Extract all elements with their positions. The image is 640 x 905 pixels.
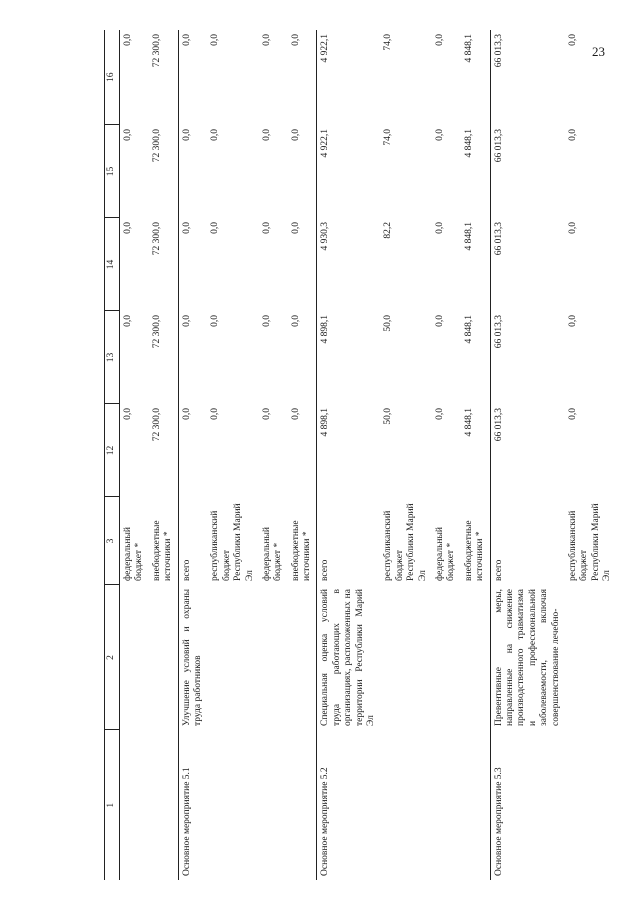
table-row xyxy=(432,30,461,880)
table-row xyxy=(490,30,565,880)
value-cell: 0,0 xyxy=(434,129,445,141)
value-cell: 82,2 xyxy=(383,222,394,239)
budget-table xyxy=(104,30,616,880)
table-row xyxy=(288,30,317,880)
header-row xyxy=(105,30,120,880)
activity-cell: Основное мероприятие 5.3 xyxy=(493,767,504,876)
value-cell: 4 848,1 xyxy=(463,129,474,158)
page-number: 23 xyxy=(592,44,605,59)
header-col-1: 1 xyxy=(105,730,120,880)
funding-source-cell: федеральный бюджет * xyxy=(123,527,145,581)
funding-source-cell: всего xyxy=(493,559,504,581)
value-cell: 72 300,0 xyxy=(151,315,162,349)
value-cell: 0,0 xyxy=(210,408,221,420)
description-cell: Улучшение условий и охраны труда работников xyxy=(181,589,203,726)
value-cell: 0,0 xyxy=(434,408,445,420)
value-cell: 0,0 xyxy=(210,315,221,327)
value-cell: 0,0 xyxy=(434,315,445,327)
header-col-14: 14 xyxy=(105,218,120,311)
activity-cell: Основное мероприятие 5.1 xyxy=(181,767,192,876)
funding-source-cell: республиканский бюджет Республики Марий Эл xyxy=(210,503,255,581)
table-row xyxy=(380,30,432,880)
activity-cell xyxy=(120,730,149,880)
funding-source-cell: республиканский бюджет Республики Марий Эл xyxy=(383,503,428,581)
value-cell: 4 922,1 xyxy=(320,129,331,158)
value-cell: 0,0 xyxy=(123,408,133,420)
table-row xyxy=(317,30,380,880)
value-cell: 72 300,0 xyxy=(151,34,162,68)
value-cell: 66 013,3 xyxy=(493,34,504,68)
value-cell: 0,0 xyxy=(181,222,192,234)
table-row xyxy=(120,30,149,880)
description-cell xyxy=(432,585,461,730)
activity-cell xyxy=(432,730,461,880)
value-cell: 66 013,3 xyxy=(493,129,504,163)
value-cell: 50,0 xyxy=(383,408,394,425)
activity-cell xyxy=(288,730,317,880)
activity-cell xyxy=(207,730,259,880)
header-col-12: 12 xyxy=(105,404,120,497)
value-cell: 66 013,3 xyxy=(493,408,504,442)
value-cell: 72 300,0 xyxy=(151,129,162,163)
description-cell xyxy=(120,585,149,730)
funding-source-cell: всего xyxy=(181,559,192,581)
value-cell: 0,0 xyxy=(567,315,578,327)
description-cell xyxy=(259,585,288,730)
value-cell: 0,0 xyxy=(210,222,221,234)
header-col-2: 2 xyxy=(105,585,120,730)
value-cell: 0,0 xyxy=(290,315,301,327)
activity-cell xyxy=(259,730,288,880)
description-cell xyxy=(207,585,259,730)
value-cell: 0,0 xyxy=(123,34,133,46)
description-cell xyxy=(288,585,317,730)
value-cell: 4 848,1 xyxy=(463,315,474,344)
activity-cell xyxy=(461,730,490,880)
table-row xyxy=(149,30,178,880)
header-col-15: 15 xyxy=(105,125,120,218)
value-cell: 4 898,1 xyxy=(320,408,331,437)
value-cell: 0,0 xyxy=(290,34,301,46)
funding-source-cell: республиканский бюджет Республики Марий Эл xyxy=(567,503,613,581)
description-cell xyxy=(565,585,617,730)
description-cell xyxy=(380,585,432,730)
value-cell: 4 898,1 xyxy=(320,315,331,344)
value-cell: 0,0 xyxy=(434,34,445,46)
value-cell: 0,0 xyxy=(181,129,192,141)
value-cell: 0,0 xyxy=(290,408,301,420)
funding-source-cell: внебюджетные источники * xyxy=(290,520,313,581)
value-cell: 74,0 xyxy=(383,129,394,146)
header-col-13: 13 xyxy=(105,311,120,404)
value-cell: 0,0 xyxy=(261,222,272,234)
value-cell: 0,0 xyxy=(181,34,192,46)
table-row xyxy=(259,30,288,880)
description-cell: Превентивные меры, направленные на снижение производственного травматизма и профессиональной заболеваемости, включая совершенствование лечебно- xyxy=(493,589,561,726)
description-cell xyxy=(461,585,490,730)
value-cell: 66 013,3 xyxy=(493,222,504,256)
value-cell: 0,0 xyxy=(261,129,272,141)
value-cell: 0,0 xyxy=(290,222,301,234)
value-cell: 0,0 xyxy=(567,129,578,141)
value-cell: 72 300,0 xyxy=(151,408,162,442)
header-col-3: 3 xyxy=(105,497,120,585)
rotated-table-wrapper xyxy=(104,30,613,880)
value-cell: 4 848,1 xyxy=(463,34,474,63)
value-cell: 0,0 xyxy=(567,222,578,234)
value-cell: 0,0 xyxy=(434,222,445,234)
value-cell: 0,0 xyxy=(210,129,221,141)
funding-source-cell: внебюджетные источники * xyxy=(463,520,486,581)
activity-cell xyxy=(149,730,178,880)
value-cell: 74,0 xyxy=(383,34,394,51)
funding-source-cell: федеральный бюджет * xyxy=(434,527,457,581)
table-row xyxy=(461,30,490,880)
value-cell: 0,0 xyxy=(567,34,578,46)
table-row xyxy=(207,30,259,880)
value-cell: 0,0 xyxy=(261,408,272,420)
funding-source-cell: федеральный бюджет * xyxy=(261,527,284,581)
activity-cell xyxy=(565,730,617,880)
activity-cell xyxy=(380,730,432,880)
value-cell: 4 848,1 xyxy=(463,222,474,251)
value-cell: 72 300,0 xyxy=(151,222,162,256)
value-cell: 0,0 xyxy=(181,408,192,420)
value-cell: 0,0 xyxy=(261,34,272,46)
table-row xyxy=(178,30,207,880)
description-cell: Специальная оценка условий труда работающих в организациях, расположенных на территории Республики Марий Эл xyxy=(320,589,377,726)
value-cell: 0,0 xyxy=(181,315,192,327)
value-cell: 0,0 xyxy=(123,129,133,141)
table-row xyxy=(565,30,617,880)
value-cell: 0,0 xyxy=(567,408,578,420)
description-cell xyxy=(149,585,178,730)
funding-source-cell: внебюджетные источники * xyxy=(151,520,174,581)
value-cell: 0,0 xyxy=(210,34,221,46)
value-cell: 0,0 xyxy=(290,129,301,141)
value-cell: 0,0 xyxy=(123,222,133,234)
value-cell: 0,0 xyxy=(261,315,272,327)
value-cell: 0,0 xyxy=(123,315,133,327)
funding-source-cell: всего xyxy=(320,559,331,581)
value-cell: 4 848,1 xyxy=(463,408,474,437)
value-cell: 4 930,3 xyxy=(320,222,331,251)
value-cell: 4 922,1 xyxy=(320,34,331,63)
header-col-16: 16 xyxy=(105,30,120,125)
activity-cell: Основное мероприятие 5.2 xyxy=(320,767,331,876)
value-cell: 66 013,3 xyxy=(493,315,504,349)
value-cell: 50,0 xyxy=(383,315,394,332)
